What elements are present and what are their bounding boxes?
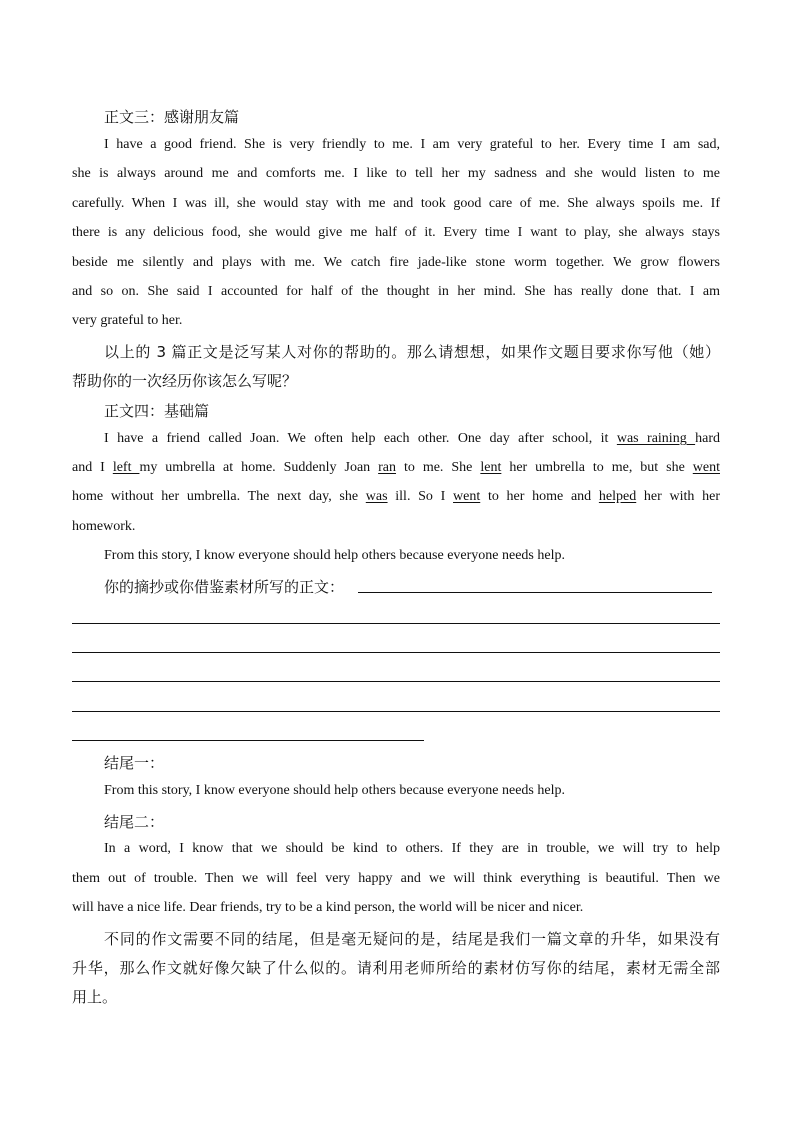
section4-line-4: homework. xyxy=(72,519,136,534)
ending2-line-2: them out of trouble. Then we will feel very happy and we will think everything is beautiful. Then we xyxy=(72,871,720,886)
ending1-text: From this story, I know everyone should help others because everyone needs help. xyxy=(104,783,565,798)
section3-line-3: carefully. When I was ill, she would stay with me and took good care of me. She always spoils me. If xyxy=(72,196,720,211)
section4-heading: 正文四：基础篇 xyxy=(104,402,210,420)
closing-line-2: 升华，那么作文就好像欠缺了什么似的。请利用老师所给的素材仿写你的结尾，素材无需全部 xyxy=(72,959,720,977)
section4-line-3: home without her umbrella. The next day, she was ill. So I went to her home and helped her with her xyxy=(72,489,720,504)
ending2-line-1: In a word, I know that we should be kind to others. If they are in trouble, we will try to help xyxy=(104,841,720,856)
writing-line[interactable] xyxy=(72,740,424,741)
section4-line-2: and I left my umbrella at home. Suddenly Joan ran to me. She lent her umbrella to me, but she went xyxy=(72,460,720,475)
closing-line-1: 不同的作文需要不同的结尾，但是毫无疑问的是，结尾是我们一篇文章的升华，如果没有 xyxy=(104,930,720,948)
section3-line-6: and so on. She said I accounted for half of the thought in her mind. She has really done that. I am xyxy=(72,284,720,299)
transition-line-1: 以上的 3 篇正文是泛写某人对你的帮助的。那么请想想，如果作文题目要求你写他（她） xyxy=(104,343,720,361)
underlined-verb: was xyxy=(365,489,388,504)
exercise-prompt: 你的摘抄或你借鉴素材所写的正文： xyxy=(104,578,345,596)
transition-line-2: 帮助你的一次经历你该怎么写呢？ xyxy=(72,372,298,390)
section3-line-4: there is any delicious food, she would give me half of it. Every time I want to play, she always stays xyxy=(72,225,720,240)
writing-line[interactable] xyxy=(72,681,720,682)
section3-line-1: I have a good friend. She is very friendly to me. I am very grateful to her. Every time I am sad, xyxy=(104,137,720,152)
ending1-heading: 结尾一： xyxy=(104,754,165,772)
section4-line-5: From this story, I know everyone should help others because everyone needs help. xyxy=(104,548,565,563)
underlined-verb: left xyxy=(112,460,140,475)
underlined-verb: went xyxy=(692,460,720,475)
underlined-verb: ran xyxy=(378,460,397,475)
underlined-verb: was raining xyxy=(616,431,696,446)
section3-heading: 正文三：感谢朋友篇 xyxy=(104,108,240,126)
writing-line[interactable] xyxy=(72,652,720,653)
section3-line-2: she is always around me and comforts me. I like to tell her my sadness and she would listen to me xyxy=(72,166,720,181)
ending2-line-3: will have a nice life. Dear friends, try to be a kind person, the world will be nicer and nicer. xyxy=(72,900,584,915)
writing-line[interactable] xyxy=(358,592,712,593)
writing-line[interactable] xyxy=(72,623,720,624)
underlined-verb: went xyxy=(453,489,481,504)
underlined-verb: lent xyxy=(480,460,502,475)
section3-line-7: very grateful to her. xyxy=(72,313,183,328)
section3-line-5: beside me silently and plays with me. We catch fire jade-like stone worm together. We grow flowers xyxy=(72,255,720,270)
writing-line[interactable] xyxy=(72,711,720,712)
ending2-heading: 结尾二： xyxy=(104,813,165,831)
closing-line-3: 用上。 xyxy=(72,988,118,1006)
underlined-verb: helped xyxy=(598,489,637,504)
section4-line-1: I have a friend called Joan. We often help each other. One day after school, it was raining hard xyxy=(104,431,720,446)
